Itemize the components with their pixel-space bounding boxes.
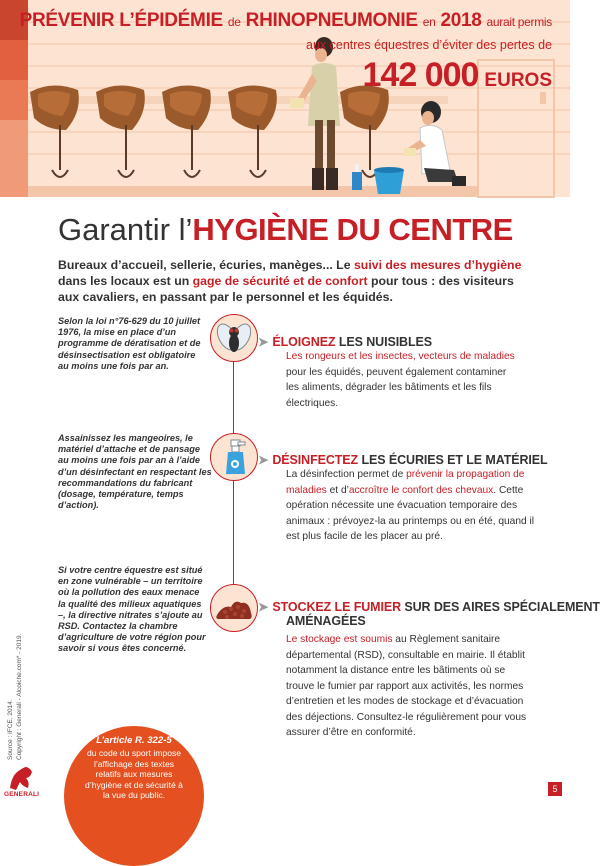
body-text: . Cette opération nécessite une évacuation temporaire des animaux : prévoyez-la au printemps ou en été, quand il est plus facile de les placer au pré. [286, 484, 535, 542]
header-amount: 142 000 [362, 56, 479, 94]
arrow-icon: ➤ [258, 600, 269, 614]
article-callout [64, 726, 204, 866]
copyright-line: Copyright : Generali - Alcoiche.com* - 2019. [16, 633, 23, 760]
intro-text: dans les locaux est un [58, 274, 193, 288]
fly-icon [210, 314, 258, 362]
body-highlight: Les rongeurs et les insectes, vecteurs de maladies [286, 351, 515, 362]
side-note-2: Assainissez les mangeoires, le matériel d’attache et de pansage au moins une fois par an à l’aide d’un désinfectant en respectant les recommandations du fabricant (dosage, température, temps d’action). [58, 433, 212, 511]
heading-verb: ÉLOIGNEZ [272, 335, 336, 349]
side-note-3: Si votre centre équestre est situé en zone vulnérable – un territoire où la pollution des eaux menace la qualité des milieux aquatiques –, la directive nitrates s’ajoute au RSD. Contactez la chambre d’agriculture de votre région pour savoir si vous êtes concerné. [58, 565, 206, 654]
intro-paragraph [58, 257, 528, 305]
section-2-heading [258, 452, 548, 467]
generali-logo-text: GENERALI [4, 791, 40, 798]
section-3-body [286, 632, 536, 741]
header-year: 2018 [440, 10, 482, 31]
article-body: du code du sport impose l’affichage des textes relatifs aux mesures d’hygiène et de sécurité à la vue du public. [85, 748, 183, 800]
header-illustration [0, 0, 570, 197]
title-light: Garantir l’ [58, 212, 193, 247]
heading-rest: LES NUISIBLES [335, 335, 432, 349]
body-text: et d’ [326, 484, 349, 496]
heading-rest: SUR DES AIRES SPÉCIALEMENT [401, 600, 600, 614]
body-highlight: Le stockage est soumis [286, 634, 393, 645]
source-credits [6, 634, 24, 760]
arrow-icon: ➤ [258, 335, 269, 349]
side-note-1: Selon la loi n°76-629 du 10 juillet 1976, la mise en place d’un programme de dératisation et de désinsectisation est obligatoire au moins une fois par an. [58, 316, 201, 371]
source-line: Source : IFCE, 2014. [7, 699, 14, 760]
intro-highlight: gage de sécurité et de confort [192, 274, 368, 288]
header-word: en [422, 15, 436, 29]
section-3-heading-line2: AMÉNAGÉES [286, 614, 366, 628]
section-3-heading [258, 599, 600, 614]
header-line-3 [363, 56, 552, 95]
body-highlight: prévenir la propagation de maladies [286, 469, 525, 496]
section-1-body [286, 349, 521, 411]
body-text: au Règlement sanitaire départemental (RSD), consultable en mairie. Il établit notamment la distance entre les bâtiments où se trouve le fumier par rapport aux activités, les normes d’entretien et les modes de stockage et d’évacuation des déjections. Consultez-le régulièrement pour vous assurer d’être en conformité. [286, 634, 527, 738]
header-line-1 [20, 10, 552, 32]
section-1-heading [258, 334, 432, 349]
manure-pile-icon [210, 584, 258, 632]
body-highlight: accroître le confort des chevaux [348, 484, 494, 496]
body-text: La désinfection permet de [286, 469, 407, 480]
spray-bottle-icon [210, 433, 258, 481]
heading-verb: DÉSINFECTEZ [272, 453, 359, 467]
section-2-body [286, 467, 536, 545]
body-text: pour les équidés, peuvent également contaminer les aliments, dégrader les bâtiments et les fils électriques. [286, 366, 507, 409]
header-disease: RHINOPNEUMONIE [245, 10, 418, 31]
header-currency: EUROS [484, 70, 552, 91]
header-word: aurait permis [486, 15, 552, 29]
page-title [58, 212, 513, 248]
header-phrase: PRÉVENIR L’ÉPIDÉMIE [19, 10, 223, 31]
header-word: de [227, 15, 241, 29]
intro-text: Bureaux d’accueil, sellerie, écuries, manèges... Le [58, 258, 354, 272]
intro-highlight: suivi des mesures d’hygiène [353, 258, 522, 272]
header-line-2: aux centres équestres d’éviter des pertes de [306, 38, 552, 52]
article-title: L’article R. 322-5 [96, 735, 172, 746]
heading-rest: LES ÉCURIES ET LE MATÉRIEL [358, 453, 548, 467]
intro-text: pour tous : des visiteurs aux cavaliers, en passant par le personnel et les équidés. [58, 274, 514, 304]
heading-verb: STOCKEZ LE FUMIER [272, 600, 402, 614]
title-strong: HYGIÈNE DU CENTRE [192, 212, 513, 247]
header-text [0, 0, 570, 197]
page-number: 5 [548, 782, 562, 796]
arrow-icon: ➤ [258, 453, 269, 467]
